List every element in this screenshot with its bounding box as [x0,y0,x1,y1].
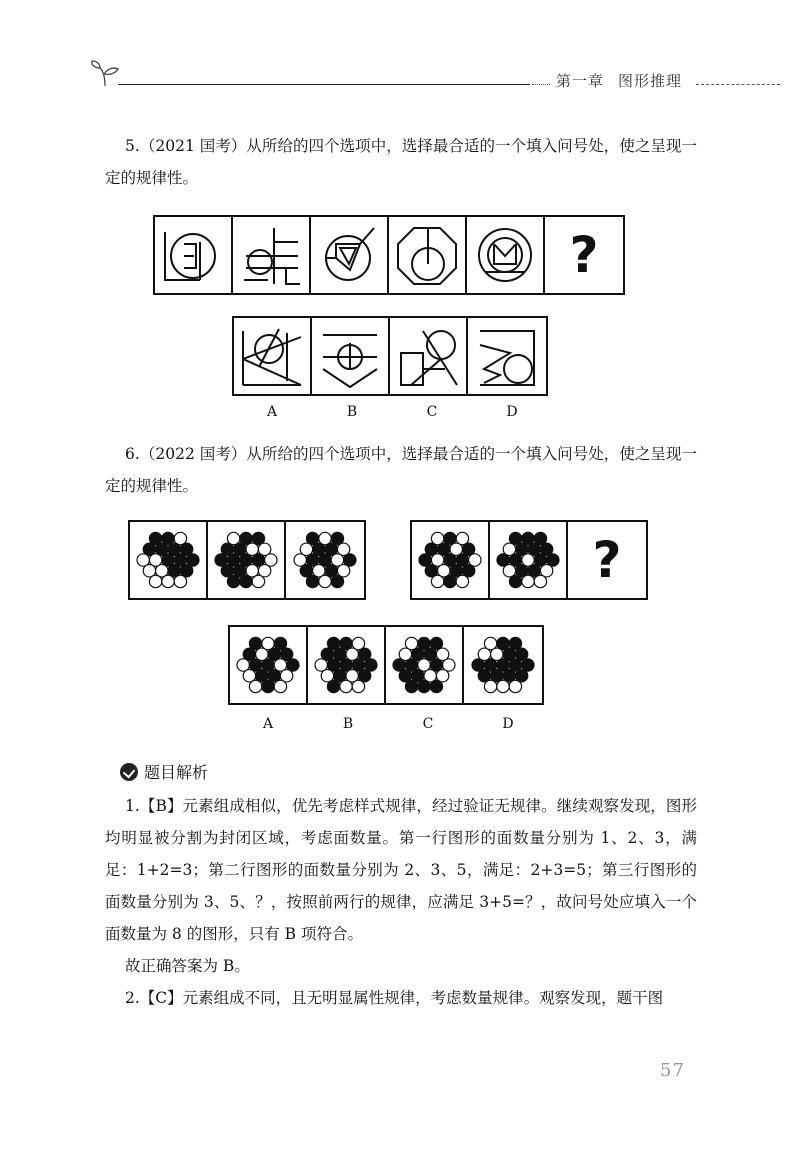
section-label: 图形推理 [618,72,683,90]
hex-dot [319,575,331,587]
q5-stem-figure-2 [233,217,311,293]
q5-question-cell [545,217,623,293]
hex-dot [262,680,274,692]
q6-question-cell [568,522,646,598]
q5-option-d[interactable] [468,318,546,394]
q6-hex-3 [286,522,364,598]
hex-dot [227,575,239,587]
q5-options [232,316,548,396]
header-rule [118,84,530,85]
q6-stem-group-2 [410,520,648,600]
option-label-c: C [422,716,434,732]
option-label-d: D [502,716,514,732]
hex-dot [456,575,468,587]
analysis-heading [120,760,208,783]
q5-stem-figures [153,215,625,295]
hex-dot [249,680,261,692]
analysis-paragraph-3: 2.【C】元素组成不同，且无明显属性规律，考虑数量规律。观察发现，题干图 [125,989,664,1007]
option-label-a: A [266,404,278,420]
analysis-title: 题目解析 [144,763,209,782]
running-header [556,70,696,91]
hex-dot [252,575,264,587]
q6-option-labels [228,716,548,732]
hex-dot [240,575,252,587]
hex-dot [174,575,186,587]
q6-options [228,625,544,705]
analysis-body [105,790,697,1014]
sprout-logo-icon [88,58,122,88]
question-mark: ? [592,531,622,589]
analysis-paragraph-2: 故正确答案为 B。 [125,957,250,975]
q5-option-c[interactable] [390,318,468,394]
question-5-text: 5.（2021 国考）从所给的四个选项中，选择最合适的一个填入问号处，使之呈现一定的规律性。 [105,137,697,187]
hex-dot [522,575,534,587]
header-rule-right [696,84,780,85]
page-number: 57 [660,1060,685,1081]
q6-hex-2 [208,522,286,598]
q5-option-a[interactable] [234,318,312,394]
hex-dot [431,575,443,587]
q5-stem-figure-3 [311,217,389,293]
hex-dot [418,680,430,692]
q5-stem-figure-4 [389,217,467,293]
q6-hex-1 [130,522,208,598]
hex-dot [444,575,456,587]
check-badge-icon [120,763,138,781]
hex-dot [162,575,174,587]
hex-dot [534,575,546,587]
hex-dot [509,680,521,692]
q5-option-labels [232,404,552,420]
hex-dot [430,680,442,692]
question-mark: ? [569,226,599,284]
analysis-paragraph-1: 1.【B】元素组成相似，优先考虑样式规律，经过验证无规律。继续观察发现，图形均明显被分割为封闭区域，考虑面数量。第一行图形的面数量分别为 1、2、3，满足：1+2=3；第二行图形的面数量分别为 2、3、5，满足：2+3=5；第三行图形的面数量分别为 3、5、？，按照前两行的规律，应满足 3+5=？，故问号处应填入一个面数量为 8 的图形，只有 B 项符合。 [105,797,697,943]
option-label-b: B [346,404,358,420]
q6-option-d[interactable] [464,627,542,703]
hex-dot [484,680,496,692]
option-label-c: C [426,404,438,420]
option-label-b: B [342,716,354,732]
q5-stem-figure-1 [155,217,233,293]
q5-stem-figure-5 [467,217,545,293]
q6-stem-group-1 [128,520,366,600]
hex-dot [497,680,509,692]
hex-dot [149,575,161,587]
q6-hex-4 [412,522,490,598]
header-dots [532,84,550,85]
question-6-text: 6.（2022 国考）从所给的四个选项中，选择最合适的一个填入问号处，使之呈现一定的规律性。 [105,445,697,495]
hex-dot [327,680,339,692]
q6-option-b[interactable] [308,627,386,703]
q5-option-b[interactable] [312,318,390,394]
hex-dot [331,575,343,587]
hex-dot [306,575,318,587]
chapter-label: 第一章 [556,72,605,90]
option-label-a: A [262,716,274,732]
q6-hex-5 [490,522,568,598]
hex-dot [405,680,417,692]
hex-dot [509,575,521,587]
hex-dot [274,680,286,692]
q6-option-c[interactable] [386,627,464,703]
q6-option-a[interactable] [230,627,308,703]
hex-dot [340,680,352,692]
hex-dot [352,680,364,692]
option-label-d: D [506,404,518,420]
